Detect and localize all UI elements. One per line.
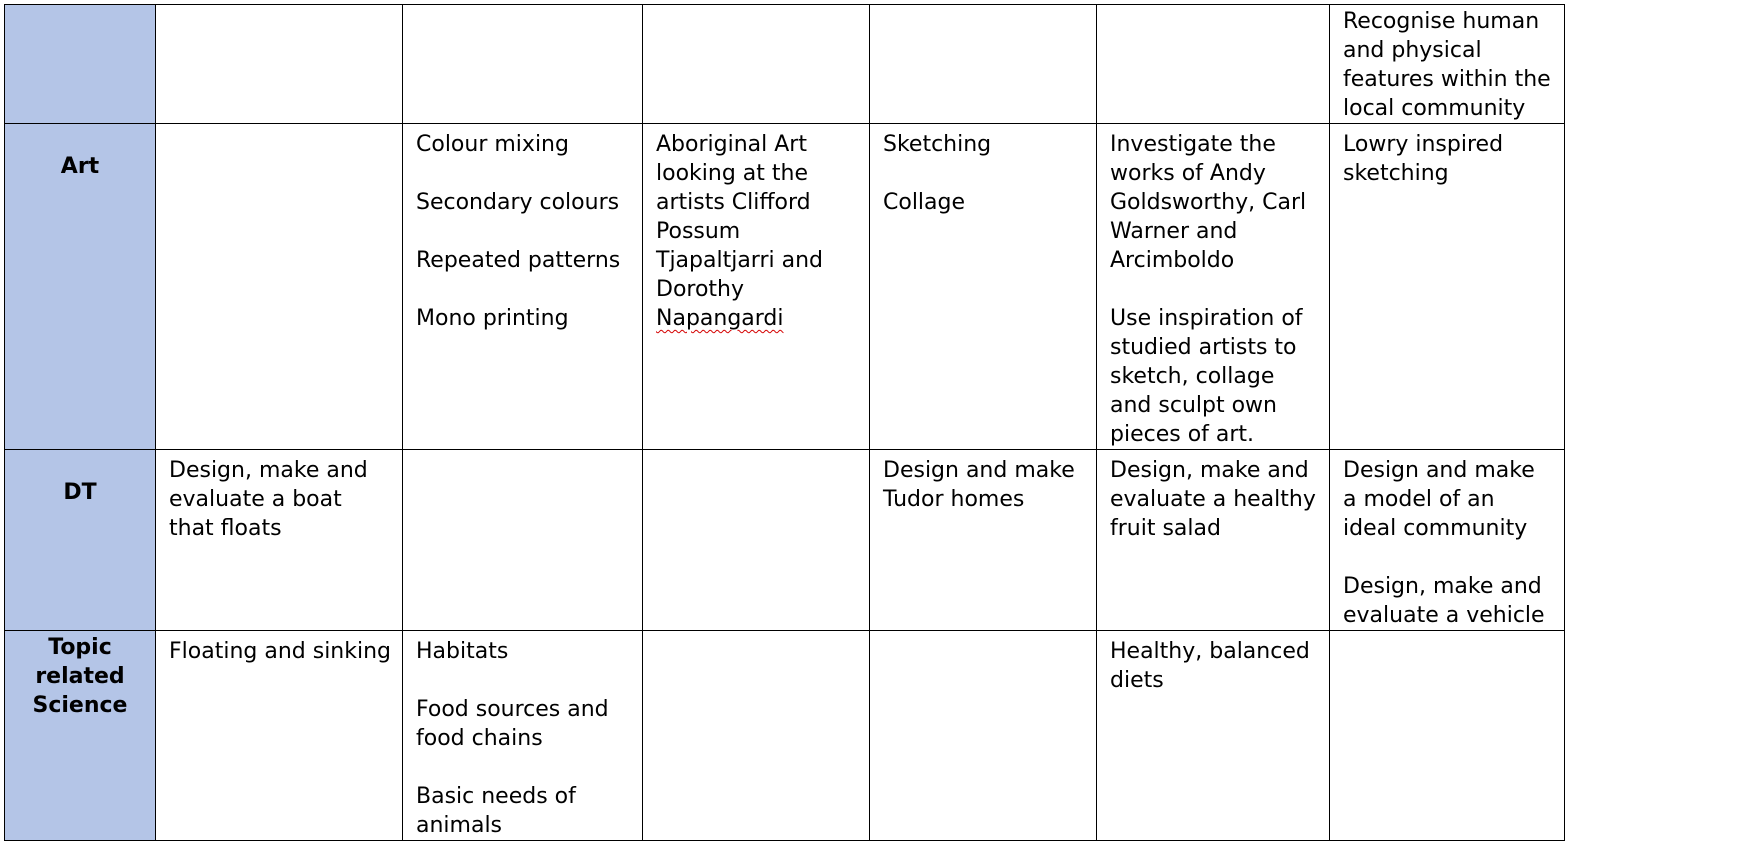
table-row xyxy=(5,450,1565,631)
cell-text: Repeated patterns xyxy=(416,248,621,273)
paragraph-gap xyxy=(883,159,1086,188)
subject-cell-art: Art xyxy=(5,124,156,450)
table-cell xyxy=(643,5,870,124)
misspelled-word: Napangardi xyxy=(656,306,784,331)
table-cell xyxy=(156,631,403,841)
paragraph-gap xyxy=(416,275,632,304)
cell-text: Use inspiration of studied artists to sketch, collage and sculpt own pieces of art. xyxy=(1110,306,1310,447)
table-cell xyxy=(403,5,643,124)
subject-cell-science: Topic related Science xyxy=(5,631,156,841)
table-row xyxy=(5,5,1565,124)
paragraph-gap xyxy=(416,217,632,246)
table-cell xyxy=(403,124,643,450)
table-row xyxy=(5,124,1565,450)
table-cell xyxy=(1330,124,1565,450)
table-cell xyxy=(643,631,870,841)
table-cell xyxy=(156,450,403,631)
cell-text: Design, make and evaluate a healthy fruit salad xyxy=(1110,458,1323,541)
table-cell xyxy=(643,450,870,631)
cell-text-part: Aboriginal Art looking at the artists Clifford Possum Tjapaltjarri and Dorothy xyxy=(656,132,831,302)
cell-text: Basic needs of animals xyxy=(416,784,583,838)
table-cell xyxy=(403,450,643,631)
table-cell xyxy=(870,5,1097,124)
cell-text: Design, make and evaluate a boat that floats xyxy=(169,458,375,541)
table-cell xyxy=(1330,5,1565,124)
table-cell xyxy=(156,5,403,124)
table-cell xyxy=(403,631,643,841)
cell-text: Design and make a model of an ideal community xyxy=(1343,458,1542,541)
subject-cell-dt: DT xyxy=(5,450,156,631)
table-cell xyxy=(643,124,870,450)
paragraph-gap xyxy=(1110,275,1319,304)
table-cell xyxy=(1097,5,1330,124)
cell-text xyxy=(656,130,859,333)
cell-text: Collage xyxy=(883,190,966,215)
table-row xyxy=(5,631,1565,841)
paragraph-gap xyxy=(416,753,632,782)
subject-cell xyxy=(5,5,156,124)
table-cell xyxy=(1097,124,1330,450)
cell-text: Healthy, balanced diets xyxy=(1110,639,1317,693)
cell-text: Design and make Tudor homes xyxy=(883,458,1082,512)
table-cell xyxy=(1330,631,1565,841)
cell-text: Colour mixing xyxy=(416,132,569,157)
cell-text: Secondary colours xyxy=(416,190,620,215)
cell-text: Habitats xyxy=(416,639,509,664)
paragraph-gap xyxy=(1343,543,1554,572)
cell-text: Lowry inspired sketching xyxy=(1343,132,1511,186)
table-cell xyxy=(870,124,1097,450)
table-cell xyxy=(1097,450,1330,631)
table-cell xyxy=(870,450,1097,631)
table-cell xyxy=(1097,631,1330,841)
cell-text: Recognise human and physical features within the local community xyxy=(1343,9,1558,121)
cell-text: Investigate the works of Andy Goldsworthy, Carl Warner and Arcimboldo xyxy=(1110,132,1314,273)
cell-text: Design, make and evaluate a vehicle xyxy=(1343,574,1549,628)
table-cell xyxy=(870,631,1097,841)
curriculum-table xyxy=(4,4,1565,841)
table-cell xyxy=(1330,450,1565,631)
cell-text: Floating and sinking xyxy=(169,639,392,664)
cell-text: Sketching xyxy=(883,132,992,157)
cell-text: Food sources and food chains xyxy=(416,697,616,751)
table-cell xyxy=(156,124,403,450)
cell-text: Mono printing xyxy=(416,306,569,331)
paragraph-gap xyxy=(416,159,632,188)
paragraph-gap xyxy=(416,666,632,695)
